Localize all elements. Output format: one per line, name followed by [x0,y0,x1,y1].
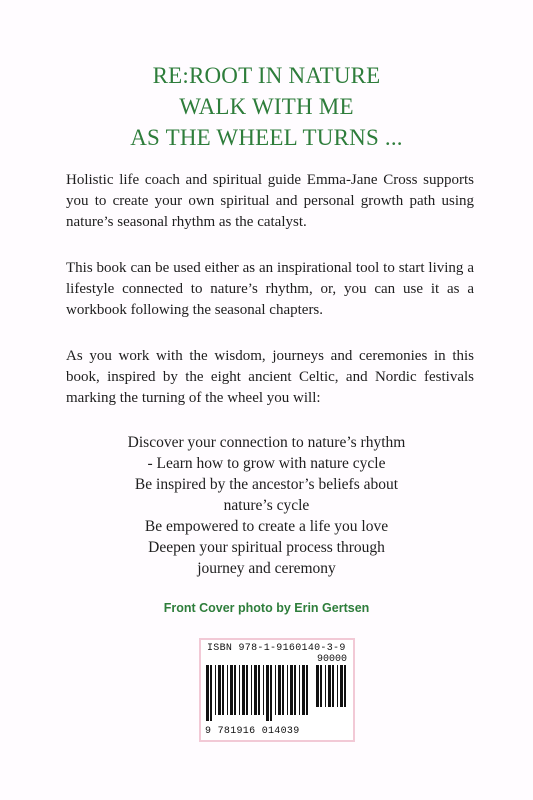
barcode-bar [242,665,245,715]
description-paragraph-2: This book can be used either as an inspirational tool to start living a lifestyle connected to nature’s rhythm, or, you can use it as a workbook following the seasonal chapters. [66,260,474,318]
barcode-addon-bars [316,665,350,713]
barcode-bar [266,665,269,721]
title-line-3: AS THE WHEEL TURNS ... [130,125,403,150]
barcode-bar [227,665,228,715]
list-line-4: nature’s cycle [223,497,310,514]
barcode-bar [344,665,346,707]
barcode-bar [275,665,276,715]
barcode-bar [306,665,308,715]
barcode-bar [246,665,248,715]
barcode-bar [258,665,260,715]
barcode-bar [294,665,296,715]
list-line-2: - Learn how to grow with nature cycle [147,455,386,472]
barcode-bar [340,665,343,707]
list-line-5: Be empowered to create a life you love [144,518,389,535]
barcode-bar [234,665,236,715]
barcode-bar [337,665,338,707]
barcode-bar [282,665,284,715]
description-paragraph-3: As you work with the wisdom, journeys and ceremonies in this book, inspired by the eight ancient Celtic, and Nordic festivals marking the turning of the wheel you will: [66,348,474,406]
barcode-bar [299,665,300,715]
barcode-bar [251,665,252,715]
list-line-1: Discover your connection to nature’s rhythm [127,434,406,451]
barcode-bar [230,665,233,715]
title-line-1: RE:ROOT IN NATURE [152,63,381,88]
isbn-label: ISBN 978-1-9160140-3-9 [207,643,346,654]
barcode-bar [263,665,264,715]
barcode-bar [215,665,216,715]
list-line-6: Deepen your spiritual process through [148,539,385,556]
barcode-bar [332,665,334,707]
barcode-bar [278,665,281,715]
barcode-bar [210,665,212,721]
barcode-bar [239,665,240,715]
cover-title [0,60,533,153]
price-code: 90000 [316,654,347,665]
barcode-main-bars [206,665,312,721]
barcode-bar [328,665,331,707]
description-paragraph-1: Holistic life coach and spiritual guide Emma-Jane Cross supports you to create your own spiritual and personal growth path using nature’s seasonal rhythm as the catalyst. [66,172,474,230]
barcode-bar [270,665,272,721]
barcode-bar [206,665,209,721]
list-line-7: journey and ceremony [197,560,336,577]
barcode-bar [302,665,305,715]
barcode-bar [254,665,257,715]
title-line-2: WALK WITH ME [179,94,354,119]
barcode-bar [218,665,221,715]
barcode-bar [320,665,322,707]
isbn-barcode [199,638,355,742]
barcode-bar [222,665,224,715]
benefits-list [0,432,533,579]
barcode-bar [287,665,288,715]
barcode-bar [316,665,319,707]
photo-credit: Front Cover photo by Erin Gertsen [163,601,370,615]
list-line-3: Be inspired by the ancestor’s beliefs about [134,476,399,493]
barcode-digits: 9 781916 014039 [205,726,300,737]
barcode-bar [325,665,326,707]
barcode-bar [290,665,293,715]
